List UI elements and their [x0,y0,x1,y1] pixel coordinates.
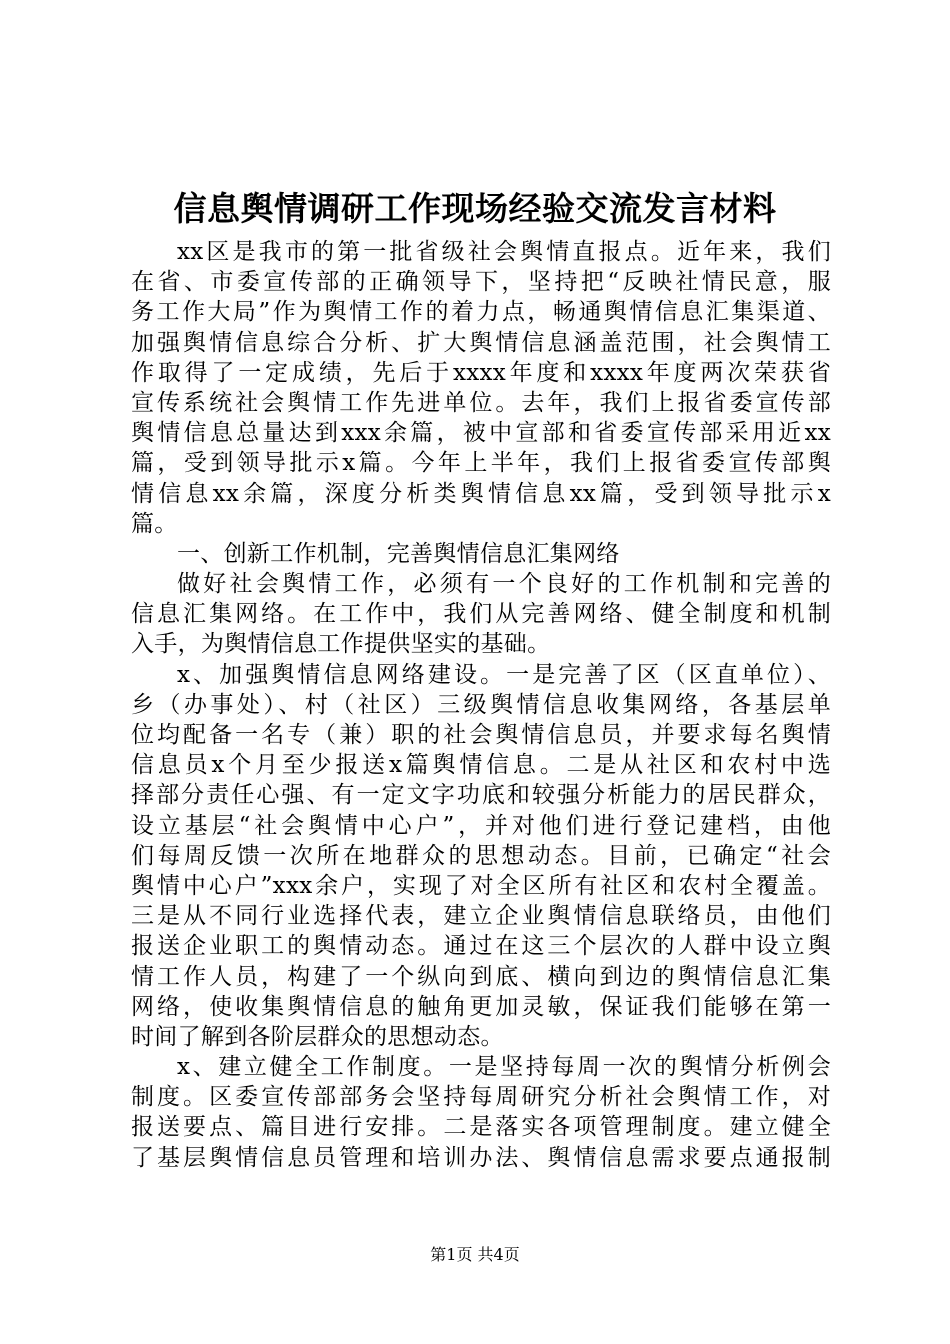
paragraph-line: 时间了解到各阶层群众的思想动态。 [131,1023,504,1050]
paragraph-line: 情信息xx余篇，深度分析类舆情信息xx篇，受到领导批示x [131,480,831,507]
paragraph-line: 报送企业职工的舆情动态。通过在这三个层次的人群中设立舆 [131,933,831,960]
paragraph-line: 择部分责任心强、有一定文字功底和较强分析能力的居民群众， [131,782,831,809]
paragraph-line: 制度。区委宣传部部务会坚持每周研究分析社会舆情工作，对 [131,1084,831,1111]
paragraph-line: 加强舆情信息综合分析、扩大舆情信息涵盖范围，社会舆情工 [131,329,831,356]
paragraph-line: 乡（办事处）、村（社区）三级舆情信息收集网络，各基层单 [131,691,831,718]
paragraph-line: 们每周反馈一次所在地群众的思想动态。目前，已确定“社会 [131,842,831,869]
paragraph-line: x、加强舆情信息网络建设。一是完善了区（区直单位）、 [177,661,831,688]
paragraph-line: 务工作大局”作为舆情工作的着力点，畅通舆情信息汇集渠道、 [131,299,831,326]
paragraph-line: 入手，为舆情信息工作提供坚实的基础。 [131,631,551,658]
paragraph-line: 设立基层“社会舆情中心户”，并对他们进行登记建档，由他 [131,812,831,839]
page-footer: 第1页 共4页 [430,1245,520,1264]
paragraph-line: 情工作人员，构建了一个纵向到底、横向到边的舆情信息汇集 [131,963,831,990]
paragraph-line: 作取得了一定成绩，先后于xxxx年度和xxxx年度两次荣获省 [131,359,831,386]
paragraph-line: 信息员x个月至少报送x篇舆情信息。二是从社区和农村中选 [131,752,831,779]
paragraph-line: 位均配备一名专（兼）职的社会舆情信息员，并要求每名舆情 [131,722,831,748]
paragraph [131,660,831,1052]
paragraph-line: 网络，使收集舆情信息的触角更加灵敏，保证我们能够在第一 [131,993,831,1020]
paragraph-line: xx区是我市的第一批省级社会舆情直报点。近年来，我们 [177,239,831,265]
paragraph-line: x、建立健全工作制度。一是坚持每周一次的舆情分析例会 [177,1054,831,1081]
paragraph-line: 三是从不同行业选择代表，建立企业舆情信息联络员，由他们 [131,903,831,930]
paragraph [131,539,831,569]
paragraph-line: 篇。 [131,510,178,537]
paragraph-line: 宣传系统社会舆情工作先进单位。去年，我们上报省委宣传部 [131,389,831,416]
paragraph-line: 舆情信息总量达到xxx余篇，被中宣部和省委宣传部采用近xx [131,420,831,447]
document-title: 信息舆情调研工作现场经验交流发言材料 [173,189,777,228]
paragraph-line: 舆情中心户”xxx余户，实现了对全区所有社区和农村全覆盖。 [131,872,831,899]
paragraph-line: 报送要点、篇目进行安排。二是落实各项管理制度。建立健全 [131,1114,831,1141]
paragraph-line: 篇，受到领导批示x篇。今年上半年，我们上报省委宣传部舆 [131,450,831,477]
paragraph [131,1052,831,1173]
paragraph [131,569,831,660]
paragraph-line: 在省、市委宣传部的正确领导下，坚持把“反映社情民意，服 [131,269,831,296]
document-body [131,237,831,1173]
paragraph-line: 了基层舆情信息员管理和培训办法、舆情信息需求要点通报制 [131,1144,831,1171]
paragraph-line: 信息汇集网络。在工作中，我们从完善网络、健全制度和机制 [131,601,831,628]
paragraph-line: 做好社会舆情工作，必须有一个良好的工作机制和完善的 [177,571,831,598]
paragraph-line: 一、创新工作机制，完善舆情信息汇集网络 [177,540,620,567]
paragraph [131,237,831,539]
